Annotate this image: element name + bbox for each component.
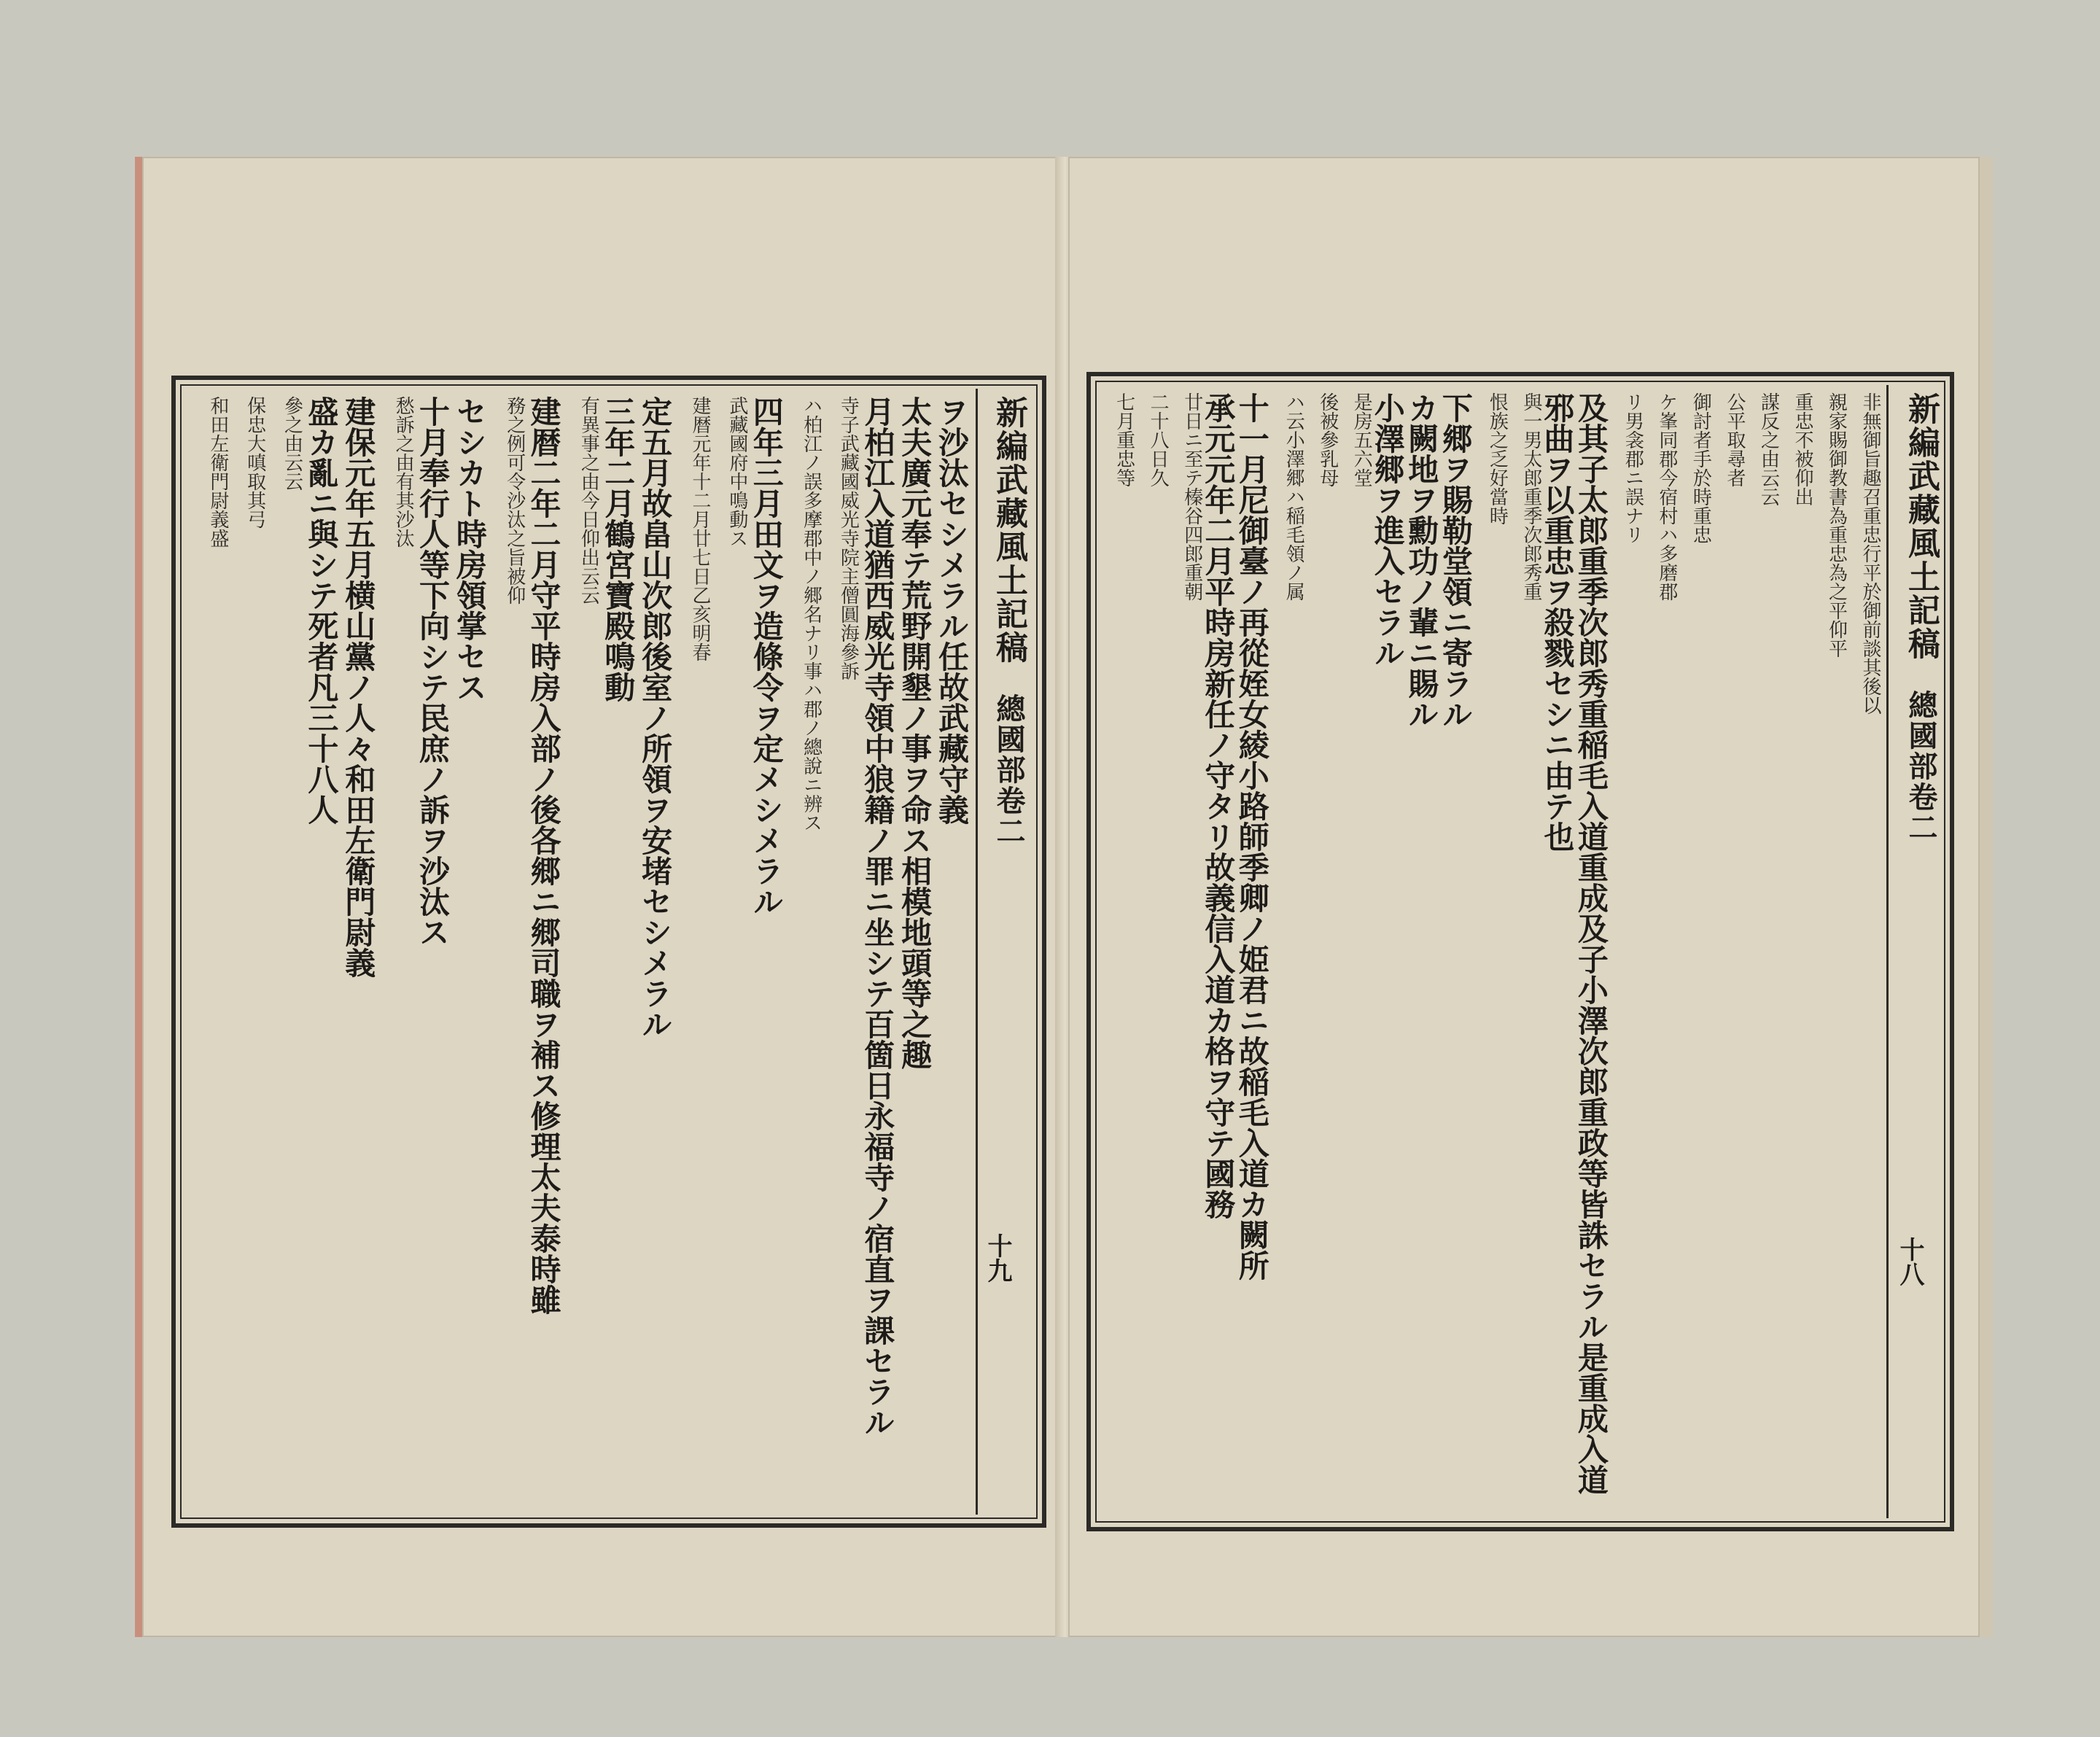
text-column: 三年二月鶴宮寶殿鳴動 (600, 396, 637, 702)
text-column: 二十八日久 (1147, 392, 1170, 487)
text-column: 重忠不被仰出 (1791, 392, 1813, 506)
right-title: 新編武藏風土記稿 (1902, 392, 1940, 661)
left-page (135, 157, 1068, 1637)
right-page (1068, 157, 1993, 1637)
text-column: 後被參乳母 (1316, 392, 1339, 487)
text-column: 及其子太郎重季次郎秀重稲毛入道重成及子小澤次郎重政等皆誅セラル是重成入道 (1573, 392, 1609, 1495)
text-column: 月柏江入道猶西威光寺領中狼籍ノ罪ニ坐シテ百箇日永福寺ノ宿直ヲ課セラル (860, 396, 896, 1437)
text-column: 和田左衛門尉義盛 (206, 396, 229, 548)
text-column: 親家賜御教書為重忠為之平仰平 (1825, 392, 1848, 658)
text-column: セシカト時房領掌セス (451, 396, 488, 702)
text-column: カ闕地ヲ勳功ノ輩ニ賜ル (1404, 392, 1440, 729)
text-column: ヲ沙汰セシメラル任故武藏守義 (934, 396, 970, 825)
text-column: 是房五六堂 (1350, 392, 1373, 487)
text-column: 小澤郷ヲ進入セラル (1369, 392, 1406, 668)
text-column: 務之例可令沙汰之旨被仰 (503, 396, 526, 605)
text-column: 與一男太郎重季次郎秀重 (1520, 392, 1542, 601)
left-title-divider (976, 389, 978, 1515)
text-column: 承元元年二月平時房新任ノ守タリ故義信入道カ格ヲ守テ國務 (1200, 392, 1237, 1219)
text-column: 寺子武藏國威光寺院主僧圓海參訴 (837, 396, 860, 680)
left-running-title (990, 396, 1027, 950)
right-running-title (1902, 392, 1940, 947)
left-title: 新編武藏風土記稿 (990, 396, 1027, 664)
text-column: 武藏國府中鳴動ス (726, 396, 748, 548)
text-column: 謀反之由云云 (1757, 392, 1780, 506)
text-column: 保忠大嗔取其弓 (244, 396, 266, 529)
text-column: 邪曲ヲ以重忠ヲ殺戮セシニ由テ也 (1539, 392, 1576, 852)
text-column: リ男衾郡ニ誤ナリ (1622, 392, 1644, 544)
right-text-frame (1086, 372, 1954, 1531)
text-column: 下郷ヲ賜勒堂領ニ寄ラル (1437, 392, 1474, 729)
text-column: 四年三月田文ヲ造條令ヲ定メシメラル (748, 396, 785, 917)
right-title-divider (1886, 385, 1889, 1518)
text-column: 七月重忠等 (1113, 392, 1135, 487)
text-column: 定五月故畠山次郎後室ノ所領ヲ安堵セシメラル (637, 396, 674, 1039)
left-subtitle: 總國部卷二 (992, 693, 1026, 847)
text-column: 恨族之乏好當時 (1486, 392, 1509, 525)
text-column: 非無御旨趣召重忠行平於御前談其後以 (1859, 392, 1881, 715)
text-column: ハ云小澤郷ハ稲毛領ノ属 (1283, 392, 1305, 601)
text-column: 太夫廣元奉テ荒野開墾ノ事ヲ命ス相模地頭等之趣 (897, 396, 933, 1070)
right-text-columns (1104, 392, 1880, 1511)
text-column: 建暦元年十二月廿七日乙亥明春 (688, 396, 711, 661)
text-column: ハ柏江ノ誤多摩郡中ノ郷名ナリ事ハ郡ノ總說ニ辨ス (800, 396, 822, 832)
left-folio: 十九 (983, 1233, 1012, 1283)
right-folio: 十八 (1895, 1237, 1924, 1286)
text-column: 公平取尋者 (1723, 392, 1746, 487)
text-column: ケ峯同郡今宿村ハ多磨郡 (1655, 392, 1678, 601)
text-column: 十一月尼御臺ノ再從姪女綾小路師季卿ノ姫君ニ故稲毛入道カ闕所 (1234, 392, 1270, 1281)
text-column: 盛カ亂ニ與シテ死者凡三十八人 (303, 396, 340, 825)
right-subtitle: 總國部卷二 (1904, 690, 1938, 843)
text-column: 十月奉行人等下向シテ民庶ノ訴ヲ沙汰ス (414, 396, 451, 947)
left-text-columns (195, 396, 969, 1507)
text-column: 御討者手於時重忠 (1689, 392, 1712, 544)
text-column: 參之由云云 (281, 396, 303, 491)
text-column: 廿日ニ至テ榛谷四郎重朝 (1181, 392, 1203, 601)
book-spread (135, 157, 1980, 1637)
text-column: 有異事之由今日仰出云云 (578, 396, 600, 605)
text-column: 建暦二年二月守平時房入部ノ後各郷ニ郷司職ヲ補ス修理太夫泰時雖 (526, 396, 562, 1315)
left-text-frame (171, 376, 1046, 1528)
text-column: 建保元年五月横山黨ノ人々和田左衛門尉義 (341, 396, 377, 978)
text-column: 愁訴之由有其沙汰 (392, 396, 415, 548)
